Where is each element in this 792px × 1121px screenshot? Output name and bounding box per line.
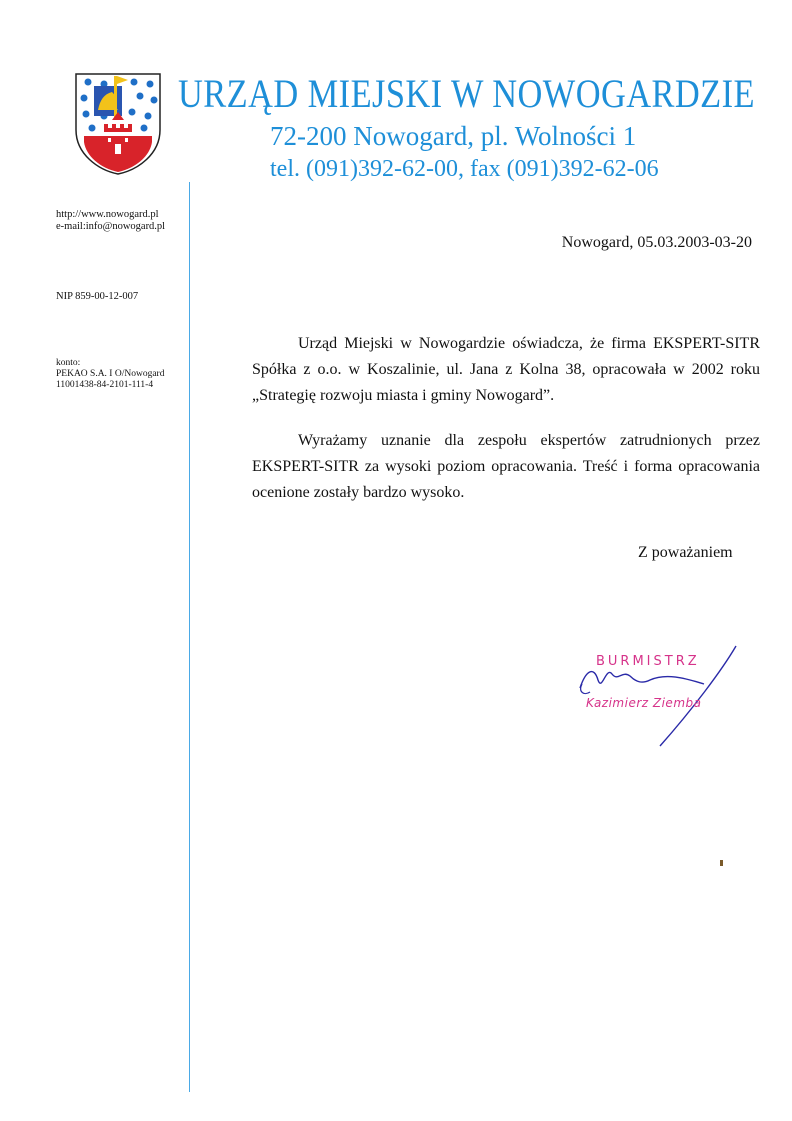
scan-mark [720,860,723,866]
stamp-title: BURMISTRZ [596,654,700,669]
letter-paragraph-2: Wyrażamy uznanie dla zespołu ekspertów zatrudnionych przez EKSPERT-SITR za wysoki poziom opracowania. Treść i forma opracowania ocenione zostały bardzo wysoko. [252,432,760,501]
tax-id: NIP 859-00-12-007 [56,291,139,302]
letter-date: Nowogard, 05.03.2003-03-20 [561,234,752,251]
closing-phrase: Z poważaniem [638,544,733,561]
contact-info [56,209,165,233]
organization-phone-fax: tel. (091)392-62-00, fax (091)392-62-06 [270,156,659,182]
bank-name: PEKAO S.A. I O/Nowogard [56,369,165,379]
stamp-name: Kazimierz Ziemba [586,696,702,710]
organization-address: 72-200 Nowogard, pl. Wolności 1 [270,121,637,151]
organization-name: URZĄD MIEJSKI W NOWOGARDZIE [178,71,755,116]
website-link[interactable]: http://www.nowogard.pl [56,209,159,220]
account-label: konto: [56,358,81,368]
letter-paragraph-1: Urząd Miejski w Nowogardzie oświadcza, że firma EKSPERT-SITR Spółka z o.o. w Koszalinie, ul. Jana z Kolna 38, opracowała w 2002 roku „Strategię rozwoju miasta i gminy Nowogard”. [252,335,760,404]
coat-of-arms-icon [74,72,162,176]
email-link[interactable]: e-mail:info@nowogard.pl [56,221,166,232]
vertical-divider [189,182,190,1092]
account-number: 11001438-84-2101-111-4 [56,380,154,390]
bank-account-info [56,358,164,391]
